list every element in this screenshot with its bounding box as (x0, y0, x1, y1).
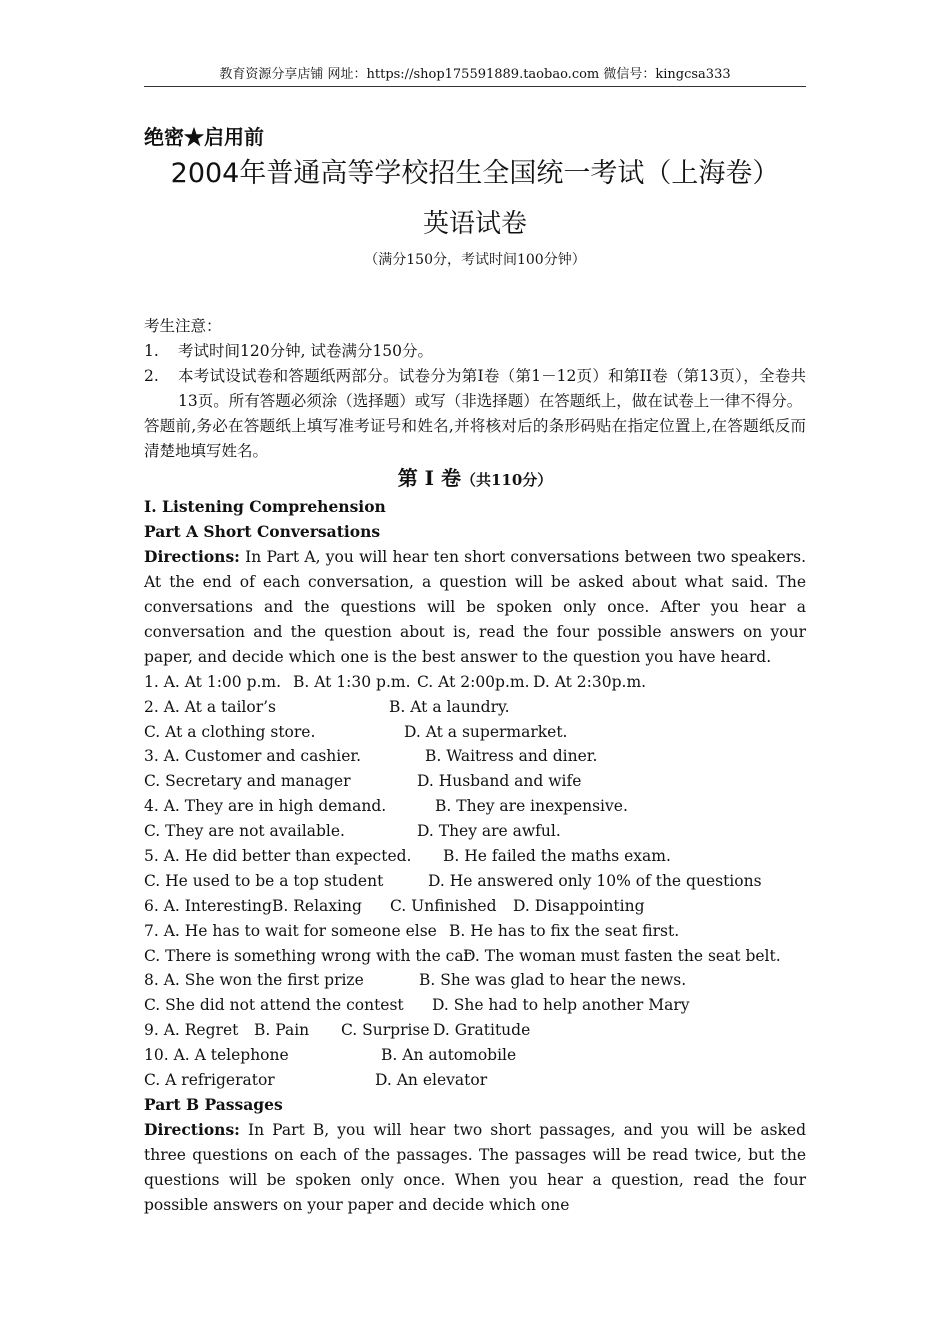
option-a: 10. A. A telephone (144, 1046, 289, 1065)
page-header: 教育资源分享店铺 网址：https://shop175591889.taobao.com 微信号：kingcsa333 (144, 66, 806, 87)
option-a: 4. A. They are in high demand. (144, 797, 387, 816)
notice-heading: 考生注意： (144, 317, 222, 335)
option-d: D. She had to help another Mary (432, 996, 690, 1015)
option-d: D. At 2:30p.m. (533, 672, 647, 691)
option-b: B. Pain (254, 1021, 310, 1040)
part-a-title: Part A Short Conversations (144, 522, 381, 542)
secret-label: 绝密★启用前 (144, 125, 264, 149)
option-a: 5. A. He did better than expected. (144, 847, 412, 866)
exam-title: 2004年普通高等学校招生全国统一考试（上海卷） (170, 158, 780, 189)
option-d: D. The woman must fasten the seat belt. (463, 946, 781, 965)
option-d: D. Disappointing (513, 896, 645, 915)
option-a: 1. A. At 1:00 p.m. (144, 672, 282, 691)
option-a: 7. A. He has to wait for someone else (144, 921, 437, 940)
option-c: C. He used to be a top student (144, 871, 384, 890)
notice-item (144, 339, 806, 364)
option-c: C. There is something wrong with the car (144, 946, 472, 965)
option-c: C. They are not available. (144, 822, 345, 841)
question-row (144, 993, 806, 1018)
question-row (144, 1068, 806, 1093)
part-one-title (144, 463, 806, 495)
question-row (144, 695, 806, 720)
option-a: 3. A. Customer and cashier. (144, 747, 362, 766)
part-b-title: Part B Passages (144, 1094, 283, 1114)
notice-item-text: 本考试设试卷和答题纸两部分。试卷分为第I卷（第1－12页）和第II卷（第13页），全卷共13页。所有答题必须涂（选择题）或写（非选择题）在答题纸上，做在试卷上一律不得分。 (178, 366, 806, 410)
option-d: D. He answered only 10% of the questions (428, 871, 762, 890)
option-c: C. Secretary and manager (144, 772, 351, 791)
question-row (144, 1043, 806, 1068)
directions-label: Directions: (144, 547, 240, 567)
directions-text: In Part B, you will hear two short passages, and you will be asked three questions on each of the passages. The passages will be read twice, but the questions will be spoken only once. When you hear a question, read the four possible answers on your paper and decide which one (144, 1120, 806, 1214)
notice-item-text: 考试时间120分钟, 试卷满分150分。 (178, 341, 434, 360)
question-row (144, 844, 806, 869)
option-a: 8. A. She won the first prize (144, 971, 364, 990)
question-row (144, 769, 806, 794)
option-d: D. Husband and wife (417, 772, 582, 791)
option-b: B. At 1:30 p.m. (293, 672, 411, 691)
option-b: B. Relaxing (272, 896, 362, 915)
option-a: 9. A. Regret (144, 1021, 239, 1040)
question-row (144, 968, 806, 993)
question-row (144, 919, 806, 944)
part-b-directions (144, 1118, 806, 1218)
part-one-points: （共110分） (460, 471, 553, 490)
question-row (144, 819, 806, 844)
part-one-label: 第 I 卷 (397, 466, 461, 491)
question-row (144, 869, 806, 894)
question-row (144, 1018, 806, 1043)
option-c: C. Unfinished (390, 896, 497, 915)
option-a: 6. A. Interesting (144, 896, 272, 915)
notice-item-number: 2. (144, 366, 159, 385)
option-b: B. He failed the maths exam. (443, 847, 671, 866)
score-note: （满分150分，考试时间100分钟） (364, 252, 586, 268)
option-c: C. At a clothing store. (144, 722, 316, 741)
question-row (144, 894, 806, 919)
part-a-directions (144, 545, 806, 670)
directions-label: Directions: (144, 1119, 240, 1139)
exam-content (144, 314, 806, 1217)
option-b: B. Waitress and diner. (425, 747, 598, 766)
exam-subtitle: 英语试卷 (422, 209, 527, 239)
option-c: C. Surprise (341, 1021, 430, 1040)
option-b: B. She was glad to hear the news. (419, 971, 687, 990)
option-d: D. Gratitude (433, 1021, 531, 1040)
question-row (144, 744, 806, 769)
option-d: D. At a supermarket. (404, 722, 568, 741)
option-c: C. A refrigerator (144, 1071, 275, 1090)
question-row (144, 720, 806, 745)
option-b: B. At a laundry. (389, 697, 510, 716)
notice-closing: 答题前,务必在答题纸上填写准考证号和姓名,并将核对后的条形码贴在指定位置上,在答题纸反而清楚地填写姓名。 (144, 416, 806, 460)
question-row (144, 670, 806, 695)
option-b: B. An automobile (381, 1046, 517, 1065)
question-row (144, 944, 806, 969)
section-title: I. Listening Comprehension (144, 497, 386, 517)
option-a: 2. A. At a tailor’s (144, 697, 277, 716)
option-c: C. She did not attend the contest (144, 996, 404, 1015)
option-b: B. They are inexpensive. (435, 797, 628, 816)
question-row (144, 794, 806, 819)
notice-item-number: 1. (144, 341, 159, 360)
option-d: D. An elevator (375, 1071, 488, 1090)
option-d: D. They are awful. (417, 822, 561, 841)
directions-text: In Part A, you will hear ten short conversations between two speakers. At the end of each conversation, a question will be asked about what said. The conversations and the questions will be spoken only once. After you hear a conversation and the question about is, read the four possible answers on your paper, and decide which one is the best answer to the question you have heard. (144, 548, 806, 666)
option-c: C. At 2:00p.m. (417, 672, 530, 691)
notice-item (144, 364, 806, 414)
option-b: B. He has to fix the seat first. (449, 921, 680, 940)
